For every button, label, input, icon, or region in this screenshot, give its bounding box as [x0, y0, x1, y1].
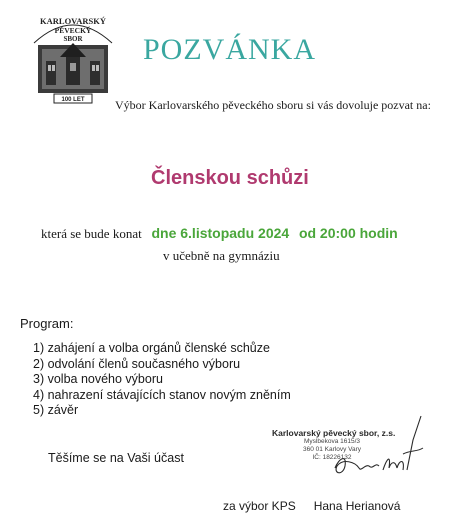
svg-text:SBOR: SBOR [63, 35, 83, 43]
stamp-name: Karlovarský pěvecký sbor, z.s. [272, 428, 396, 438]
signature-icon [325, 410, 435, 485]
stamp-address: Myslbekova 1615/3 [303, 438, 360, 445]
page-title: POZVÁNKA [143, 33, 316, 66]
svg-text:100 LET: 100 LET [61, 97, 85, 103]
meeting-time: od 20:00 hodin [298, 225, 398, 241]
meeting-time-line [41, 225, 398, 242]
signer-name: Hana Herianová [313, 499, 401, 513]
list-item: 4) nahrazení stávajících stanov novým zněním [33, 387, 291, 402]
meeting-subject: Členskou schůzi [151, 167, 309, 189]
list-item: 1) zahájení a volba orgánů členské schůze [33, 341, 270, 355]
choir-emblem-icon [30, 13, 116, 105]
list-item: 3) volba nového výboru [33, 372, 163, 386]
closing-text: Těšíme se na Vaši účast [48, 451, 184, 465]
svg-text:PĚVECKÝ: PĚVECKÝ [54, 26, 92, 35]
signature-line [223, 499, 400, 513]
sign-on-behalf: za výbor KPS [223, 499, 296, 513]
stamp-id: IČ: 18226132 [312, 454, 352, 461]
meeting-date: dne 6.listopadu 2024 [151, 225, 290, 241]
list-item: 2) odvolání členů současného výboru [33, 356, 241, 371]
svg-text:KARLOVARSKÝ: KARLOVARSKÝ [40, 16, 106, 26]
when-prefix: která se bude konat [41, 226, 142, 241]
intro-text: Výbor Karlovarského pěveckého sboru si vás dovoluje pozvat na: [115, 98, 431, 112]
stamp-city: 360 01 Karlovy Vary [302, 446, 362, 453]
meeting-place: v učebně na gymnáziu [163, 248, 280, 263]
program-label: Program: [20, 316, 74, 331]
program-list [33, 341, 291, 419]
list-item: 5) závěr [33, 403, 79, 417]
